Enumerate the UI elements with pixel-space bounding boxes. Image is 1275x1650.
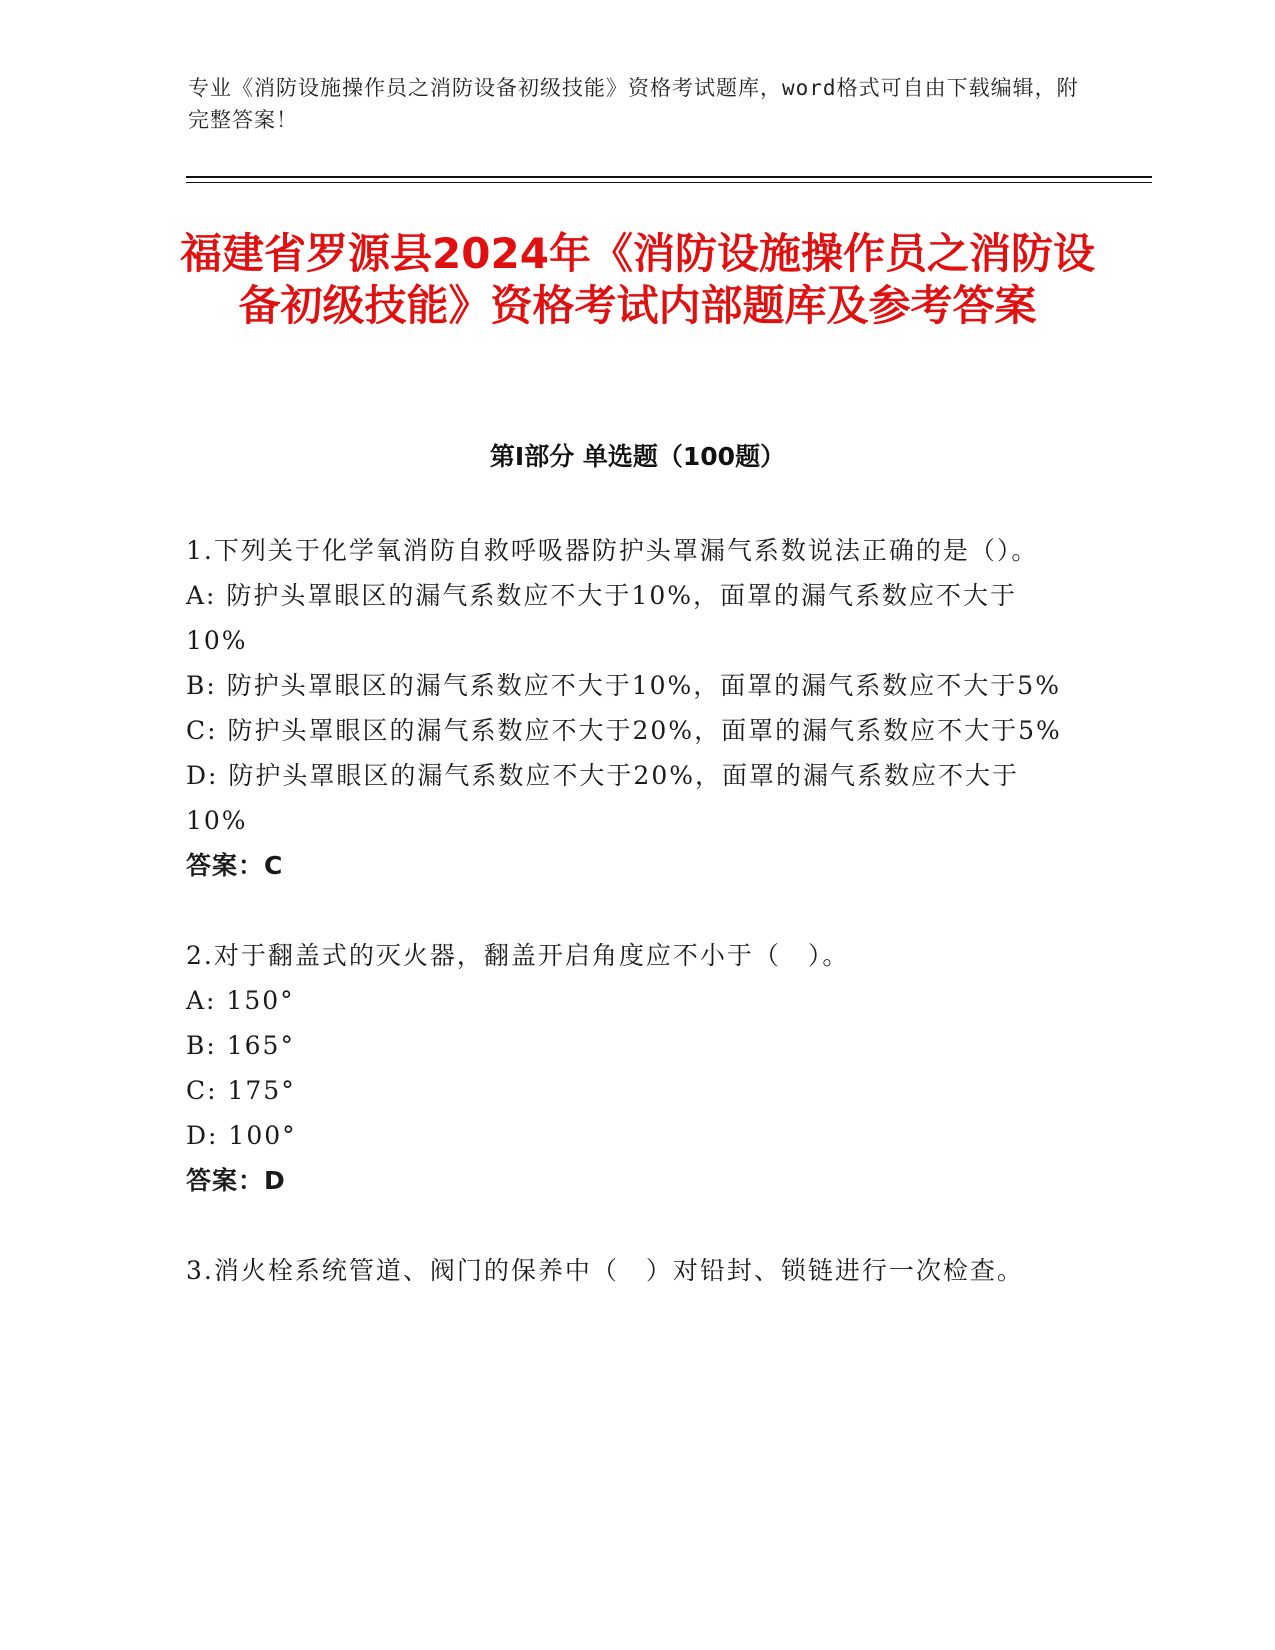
question-1 <box>186 528 1066 888</box>
option-c: C: 防护头罩眼区的漏气系数应不大于20%，面罩的漏气系数应不大于5% <box>186 716 1062 745</box>
question-3 <box>186 1248 1066 1293</box>
header-note: 专业《消防设施操作员之消防设备初级技能》资格考试题库，word格式可自由下载编辑，附完整答案！ <box>188 76 1079 132</box>
option-a: A: 防护头罩眼区的漏气系数应不大于10%，面罩的漏气系数应不大于10% <box>186 581 1017 655</box>
question-stem: 2.对于翻盖式的灭火器，翻盖开启角度应不小于（ ）。 <box>186 941 850 970</box>
section-title: 第I部分 单选题（100题） <box>489 442 786 471</box>
option-c: C: 175° <box>186 1076 296 1105</box>
header-divider-thick <box>186 176 1152 178</box>
option-d: D: 100° <box>186 1121 297 1150</box>
question-stem: 1.下列关于化学氧消防自救呼吸器防护头罩漏气系数说法正确的是（）。 <box>186 536 1039 565</box>
option-a: A: 150° <box>186 986 295 1015</box>
answer-text: 答案：D <box>186 1166 286 1195</box>
answer-text: 答案：C <box>186 851 284 880</box>
question-stem: 3.消火栓系统管道、阀门的保养中（ ）对铅封、锁链进行一次检查。 <box>186 1256 1024 1285</box>
question-2 <box>186 933 1066 1203</box>
option-d: D: 防护头罩眼区的漏气系数应不大于20%，面罩的漏气系数应不大于10% <box>186 761 1019 835</box>
question-list <box>186 528 1066 1338</box>
document-title: 福建省罗源县2024年《消防设施操作员之消防设备初级技能》资格考试内部题库及参考答案 <box>180 229 1095 330</box>
option-b: B: 防护头罩眼区的漏气系数应不大于10%，面罩的漏气系数应不大于5% <box>186 671 1061 700</box>
option-b: B: 165° <box>186 1031 295 1060</box>
header-divider-thin <box>186 182 1152 183</box>
